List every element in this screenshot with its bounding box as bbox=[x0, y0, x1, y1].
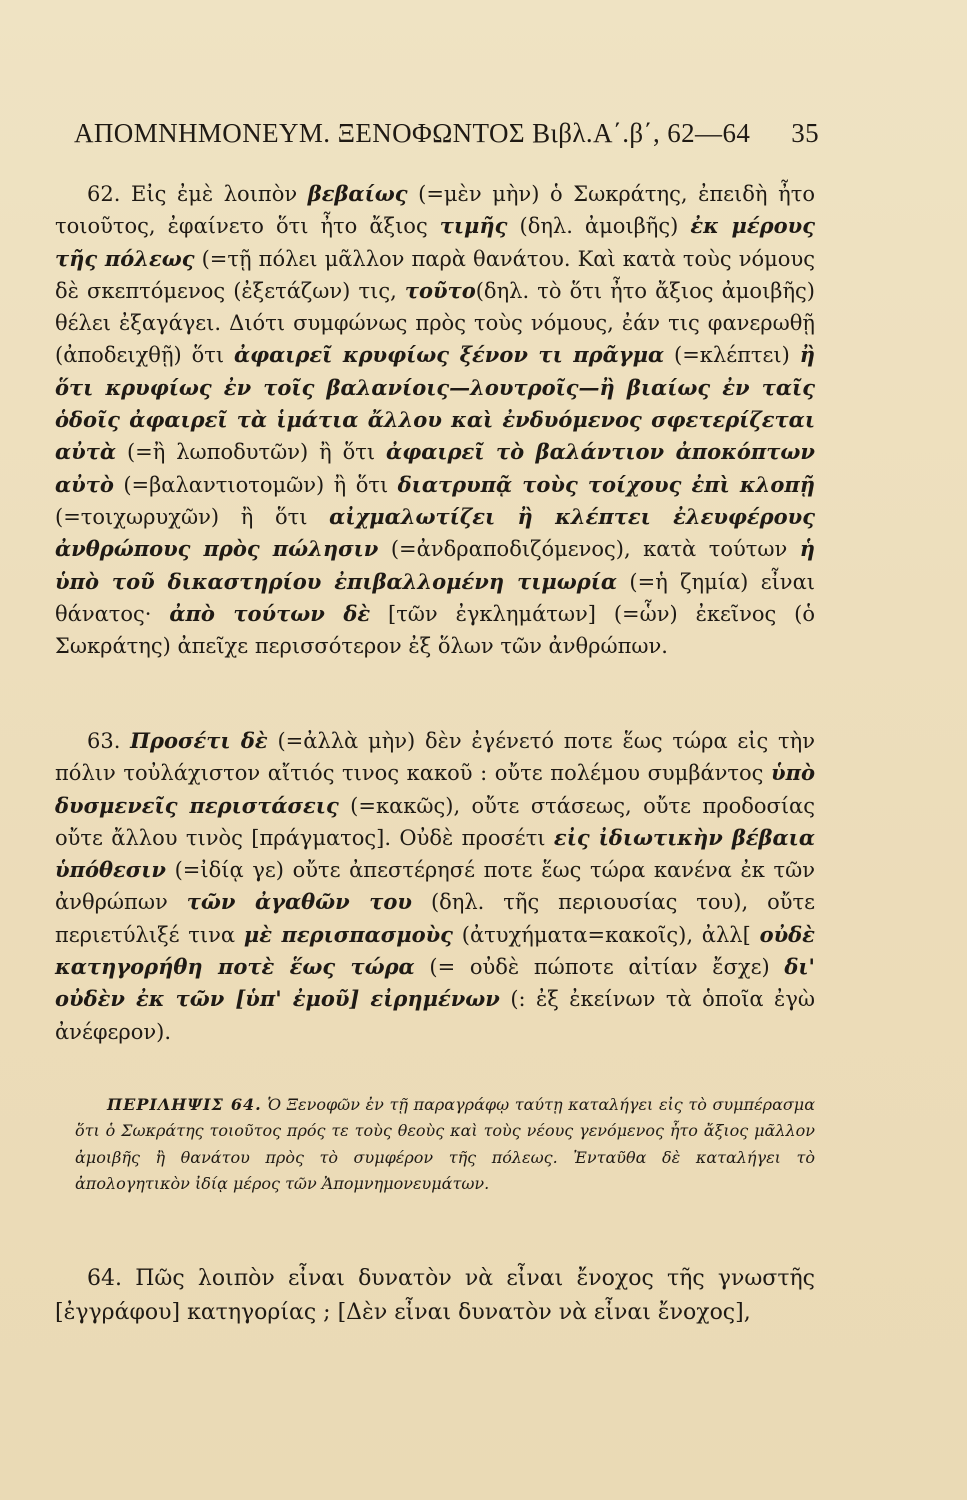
summary-text: Ὁ Ξενοφῶν ἐν τῇ παραγράφῳ ταύτῃ καταλήγει εἰς τὸ συμπέρασμα ὅτι ὁ Σωκράτης τοιοῦτος πρός τε τοὺς θεοὺς καὶ τοὺς νέους γενόμενος ἦτο ἄξιος μᾶλλον ἀμοιβῆς ἢ θανάτου πρὸς τὸ συμφέρον τῆς πόλεως. Ἐνταῦθα δὲ καταλήγει τὸ ἀπολογητικὸν ἰδίᾳ μέρος τῶν Ἀπομνημονευμάτων. bbox=[75, 1095, 815, 1194]
summary-label: ΠΕΡΙΛΗΨΙΣ 64. bbox=[107, 1095, 262, 1114]
paragraph-64: 64. Πῶς λοιπὸν εἶναι δυνατὸν νὰ εἶναι ἔνοχος τῆς γνωστῆς [ἐγγράφου] κατηγορίας ; [Δὲν εἶναι δυνατὸν νὰ εἶναι ἔνοχος], bbox=[55, 1266, 816, 1325]
summary-64 bbox=[75, 1092, 815, 1198]
header-title: ΑΠΟΜΝΗΜΟΝΕΥΜ. ΞΕΝΟΦΩΝΤΟΣ Βιβλ.Α΄.β΄, 62—64 bbox=[74, 118, 751, 148]
paragraph-number: 62. bbox=[87, 182, 121, 206]
running-header bbox=[74, 118, 819, 149]
paragraph-63: 63. Προσέτι δὲ (=ἀλλὰ μὴν) δὲν ἐγένετό ποτε ἕως τώρα εἰς τὴν πόλιν τοὐλάχιστον αἴτιός τινος κακοῦ : οὔτε πολέμου συμβάντος ὑπὸ δυσμενεῖς περιστάσεις (=κακῶς), οὔτε στάσεως, οὔτε προδοσίας οὔτε ἄλλου τινὸς [πράγματος]. Οὐδὲ προσέτι εἰς ἰδιωτικὴν βέβαια ὑπόθεσιν (=ἰδίᾳ γε) οὔτε ἀπεστέρησέ ποτε ἕως τώρα κανένα ἐκ τῶν ἀνθρώπων τῶν ἀγαθῶν του (δηλ. τῆς περιουσίας του), οὔτε περιετύλιξέ τινα μὲ περισπασμοὺς (ἀτυχήματα=κακοῖς), ἀλλ[ οὐδὲ κατηγορήθη ποτὲ ἕως τώρα (= οὐδὲ πώποτε αἰτίαν ἔσχε) δι' οὐδὲν ἐκ τῶν [ὑπ' ἐμοῦ] εἰρημένων (: ἐξ ἐκείνων τὰ ὁποῖα ἐγὼ ἀνέφερον). bbox=[55, 728, 816, 1044]
page-number: 35 bbox=[791, 118, 819, 148]
paragraph-number: 64. bbox=[87, 1266, 122, 1291]
paragraph-62: 62. Εἰς ἐμὲ λοιπὸν βεβαίως (=μὲν μὴν) ὁ Σωκράτης, ἐπειδὴ ἦτο τοιοῦτος, ἐφαίνετο ὅτι ἦτο ἄξιος τιμῆς (δηλ. ἀμοιβῆς) ἐκ μέρους τῆς πόλεως (=τῇ πόλει μᾶλλον παρὰ θανάτου. Καὶ κατὰ τοὺς νόμους δὲ σκεπτόμενος (ἐξετάζων) τις, τοῦτο(δηλ. τὸ ὅτι ἦτο ἄξιος ἀμοιβῆς) θέλει ἐξαγάγει. Διότι συμφώνως πρὸς τοὺς νόμους, ἐάν τις φανερωθῇ (ἀποδειχθῇ) ὅτι ἀφαιρεῖ κρυφίως ξένον τι πρᾶγμα (=κλέπτει) ἢ ὅτι κρυφίως ἐν τοῖς βαλανίοις—λουτροῖς—ἢ βιαίως ἐν ταῖς ὁδοῖς ἀφαιρεῖ τὰ ἱμάτια ἄλλου καὶ ἐνδυόμενος σφετερίζεται αὐτὰ (=ἢ λωποδυτῶν) ἢ ὅτι ἀφαιρεῖ τὸ βαλάντιον ἀποκόπτων αὐτὸ (=βαλαντιοτομῶν) ἢ ὅτι διατρυπᾷ τοὺς τοίχους ἐπὶ κλοπῇ (=τοιχωρυχῶν) ἢ ὅτι αἰχμαλωτίζει ἢ κλέπτει ἐλευφέρους ἀνθρώπους πρὸς πώλησιν (=ἀνδραποδιζόμενος), κατὰ τούτων ἡ ὑπὸ τοῦ δικαστηρίου ἐπιβαλλομένη τιμωρία (=ἡ ζημία) εἶναι θάνατος· ἀπὸ τούτων δὲ [τῶν ἐγκλημάτων] (=ὧν) ἐκεῖνος (ὁ Σωκράτης) ἀπεῖχε περισσότερον ἐξ ὅλων τῶν ἀνθρώπων. bbox=[55, 181, 816, 659]
paragraph-number: 63. bbox=[87, 729, 121, 753]
